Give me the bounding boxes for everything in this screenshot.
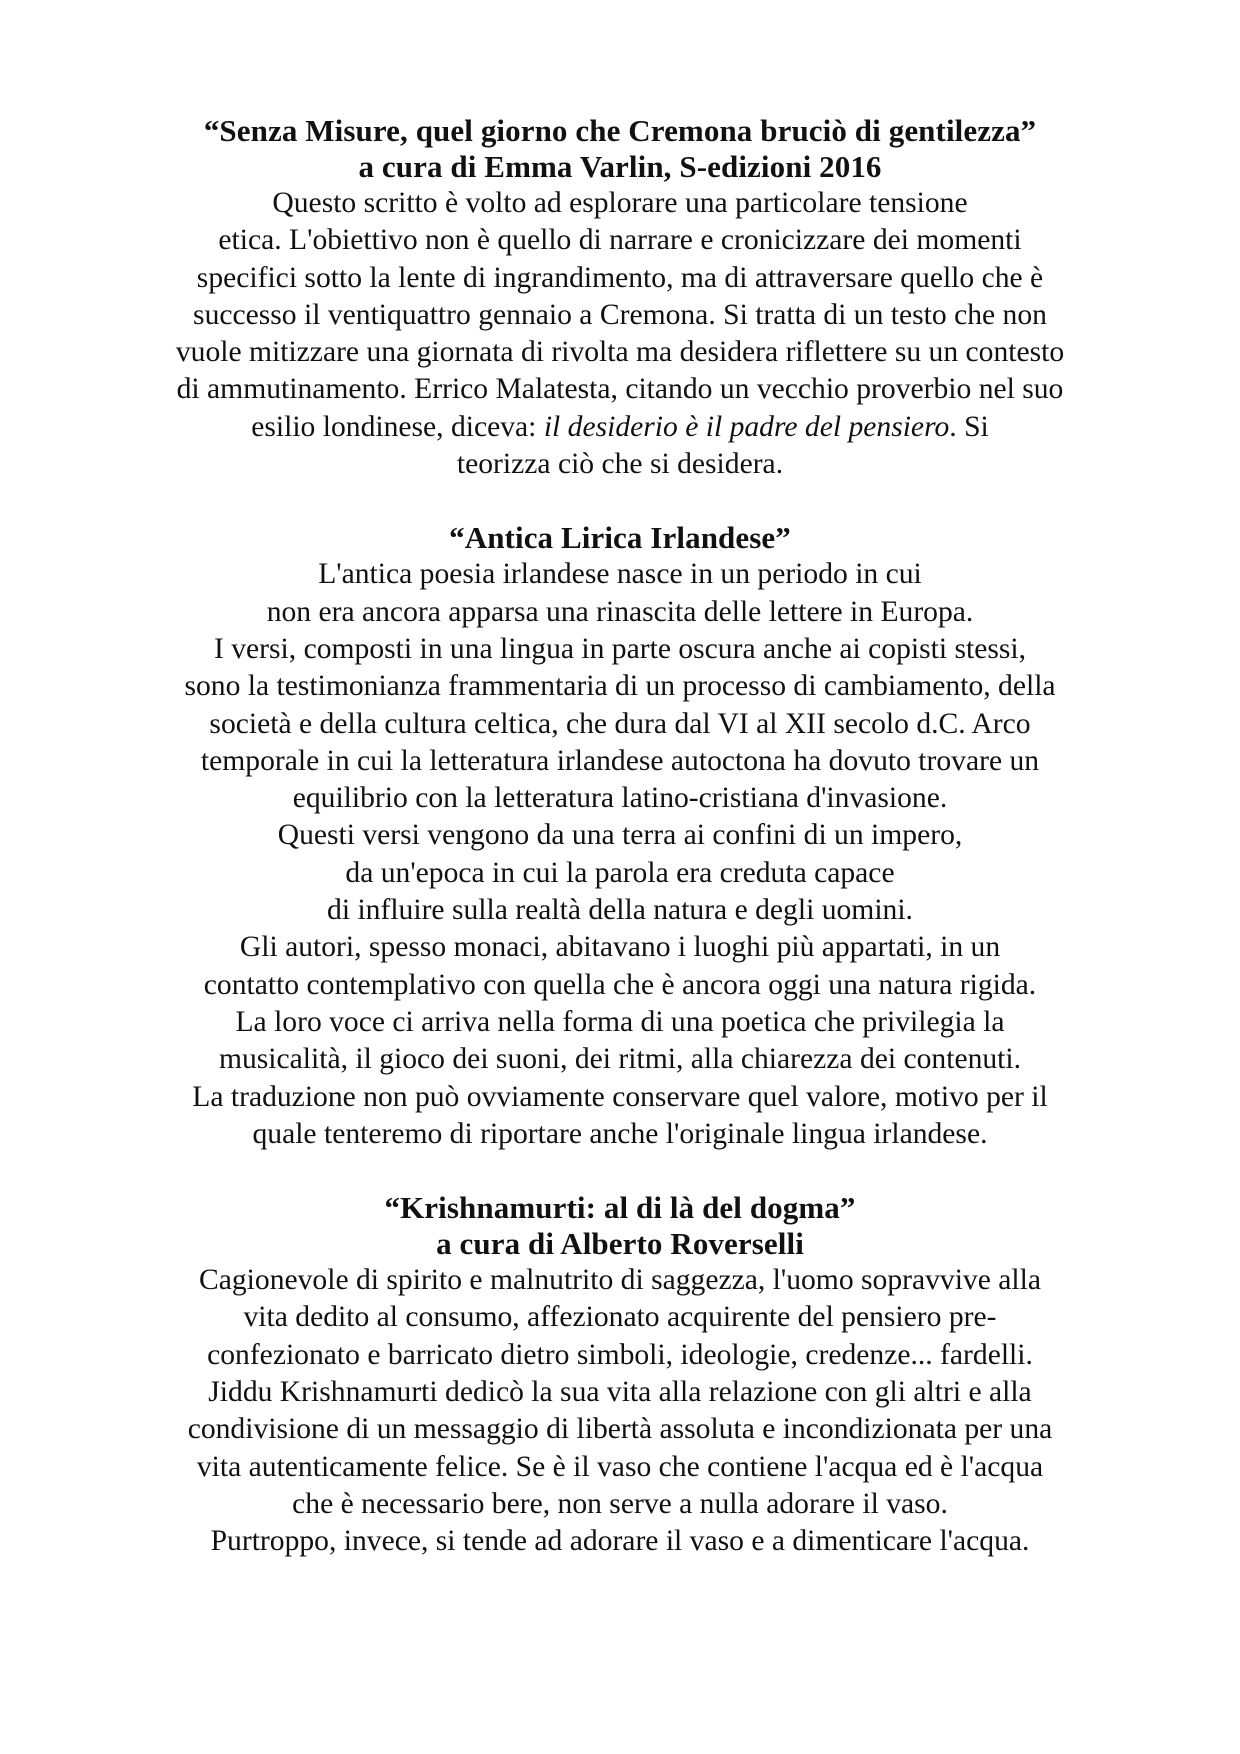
paragraph-line: contatto contemplativo con quella che è ancora oggi una natura rigida. — [203, 968, 1037, 1001]
paragraph-line: condivisione di un messaggio di libertà assoluta e incondizionata per una — [187, 1413, 1053, 1446]
paragraph-line: Cagionevole di spirito e malnutrito di saggezza, l'uomo sopravvive alla — [199, 1264, 1041, 1297]
paragraph-line: L'antica poesia irlandese nasce in un periodo in cui — [318, 558, 922, 591]
paragraph-line: non era ancora apparsa una rinascita delle lettere in Europa. — [266, 595, 974, 628]
paragraph-line: La traduzione non può ovviamente conservare quel valore, motivo per il — [192, 1080, 1048, 1113]
paragraph-line: Gli autori, spesso monaci, abitavano i luoghi più appartati, in un — [239, 931, 1001, 964]
paragraph-line: equilibrio con la letteratura latino-cristiana d'invasione. — [292, 782, 948, 815]
paragraph-line: specifici sotto la lente di ingrandimento, ma di attraversare quello che è — [196, 261, 1044, 294]
section-subtitle: a cura di Emma Varlin, S-edizioni 2016 — [358, 149, 882, 184]
paragraph-line: teorizza ciò che si desidera. — [456, 448, 784, 481]
paragraph-line: vuole mitizzare una giornata di rivolta ma desidera riflettere su un contesto — [175, 336, 1065, 369]
paragraph-line: Questo scritto è volto ad esplorare una particolare tensione — [272, 187, 968, 219]
paragraph-line: temporale in cui la letteratura irlandese autoctona ha dovuto trovare un — [200, 744, 1040, 777]
section-krishnamurti — [0, 1190, 1240, 1560]
quote-lead: esilio londinese, diceva: — [251, 410, 544, 443]
section-subtitle: a cura di Alberto Roverselli — [436, 1226, 804, 1262]
paragraph-line: Purtroppo, invece, si tende ad adorare il vaso e a dimenticare l'acqua. — [210, 1525, 1030, 1558]
section-title: “Krishnamurti: al di là del dogma” — [384, 1190, 856, 1226]
paragraph-line: vita autenticamente felice. Se è il vaso che contiene l'acqua ed è l'acqua — [196, 1450, 1044, 1483]
paragraph-line: di influire sulla realtà della natura e degli uomini. — [327, 894, 913, 927]
section-title: “Antica Lirica Irlandese” — [449, 520, 791, 556]
paragraph-line: La loro voce ci arriva nella forma di una poetica che privilegia la — [235, 1005, 1005, 1038]
paragraph-line: che è necessario bere, non serve a nulla adorare il vaso. — [292, 1487, 948, 1520]
paragraph-line: sono la testimonianza frammentaria di un processo di cambiamento, della — [184, 670, 1056, 703]
paragraph-line: quale tenteremo di riportare anche l'originale lingua irlandese. — [252, 1117, 988, 1150]
section-spacer — [0, 483, 1240, 520]
paragraph-line: da un'epoca in cui la parola era creduta capace — [345, 856, 895, 889]
paragraph-line: vita dedito al consumo, affezionato acquirente del pensiero pre- — [243, 1301, 997, 1334]
section-antica-lirica — [0, 520, 1240, 1153]
quote-italic: il desiderio è il padre del pensiero — [543, 410, 950, 443]
paragraph-line: confezionato e barricato dietro simboli, ideologie, credenze... fardelli. — [207, 1338, 1033, 1371]
section-title: “Senza Misure, quel giorno che Cremona bruciò di gentilezza” — [203, 113, 1037, 148]
paragraph-line: società e della cultura celtica, che dura dal VI al XII secolo d.C. Arco — [209, 707, 1031, 740]
paragraph-line: musicalità, il gioco dei suoni, dei ritmi, alla chiarezza dei contenuti. — [218, 1043, 1022, 1076]
paragraph-line: etica. L'obiettivo non è quello di narrare e cronicizzare dei momenti — [218, 224, 1022, 257]
paragraph-line-quote — [0, 409, 1240, 446]
paragraph-line: di ammutinamento. Errico Malatesta, citando un vecchio proverbio nel suo — [176, 373, 1064, 406]
paragraph-line: Questi versi vengono da una terra ai confini di un impero, — [277, 819, 963, 852]
section-senza-misure — [0, 113, 1240, 483]
section-spacer — [0, 1153, 1240, 1190]
paragraph-line: successo il ventiquattro gennaio a Cremona. Si tratta di un testo che non — [193, 298, 1047, 331]
paragraph-line: I versi, composti in una lingua in parte oscura anche ai copisti stessi, — [214, 632, 1026, 665]
quote-tail: . Si — [949, 410, 989, 443]
paragraph-line: Jiddu Krishnamurti dedicò la sua vita alla relazione con gli altri e alla — [208, 1376, 1032, 1409]
